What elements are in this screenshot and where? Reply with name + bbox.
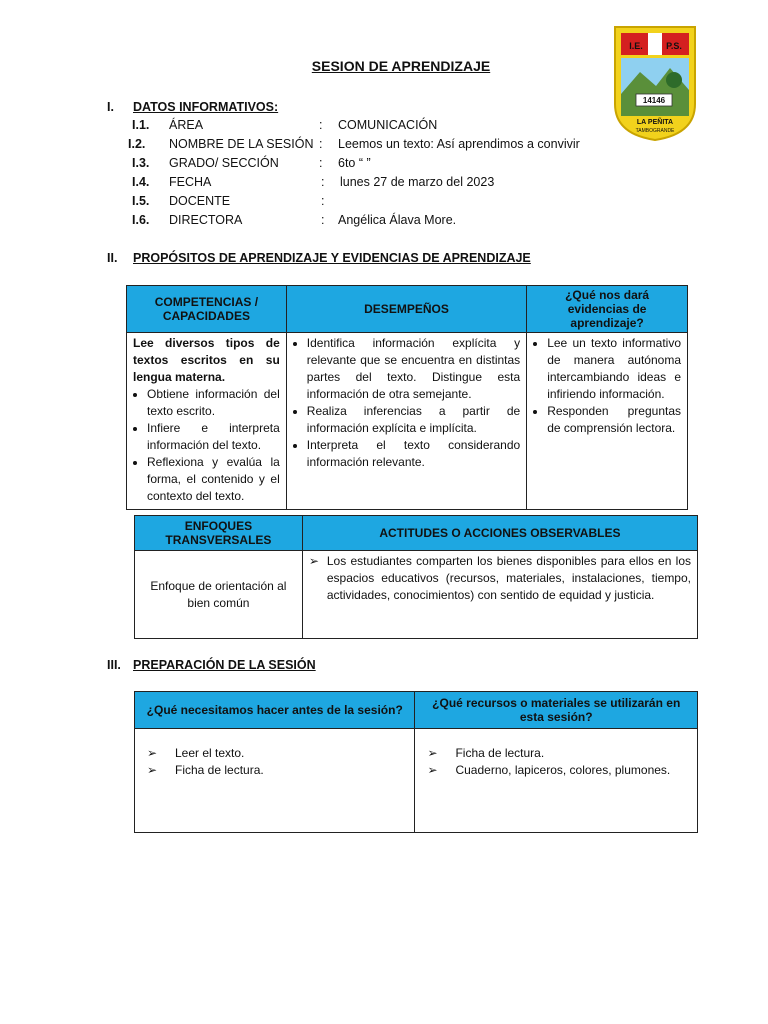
info-row-area <box>132 118 612 136</box>
info-code: I.3. <box>132 156 150 170</box>
antes-cell <box>135 729 415 833</box>
info-colon: : <box>319 118 323 132</box>
info-value: lunes 27 de marzo del 2023 <box>340 175 495 189</box>
info-value: Angélica Álava More. <box>338 213 457 227</box>
info-colon: : <box>319 156 323 170</box>
enfoque-cell: Enfoque de orientación al bien común <box>135 551 303 639</box>
desempeno-item: • Identifica información explícita y relevante que se encuentra en distintas partes del texto. Distingue esta información de otra semejante. <box>307 335 520 403</box>
info-value: COMUNICACIÓN <box>338 118 438 132</box>
info-colon: : <box>321 175 325 189</box>
info-label: DOCENTE <box>169 194 231 208</box>
actitud-cell <box>302 551 697 639</box>
info-value: Leemos un texto: Así aprendimos a convivir <box>338 137 580 151</box>
enfoques-table <box>134 515 698 639</box>
competencia-text: Lee diversos tipos de textos escritos en su lengua materna. <box>133 336 280 384</box>
recursos-cell <box>415 729 698 833</box>
capacidad-item: • Infiere e interpreta información del texto. <box>147 420 280 454</box>
evidencias-cell <box>527 333 688 510</box>
info-row-grade <box>132 156 612 174</box>
header-recursos: ¿Qué recursos o materiales se utilizarán en esta sesión? <box>415 692 698 729</box>
section-2-number: II. <box>107 251 118 265</box>
info-label: FECHA <box>169 175 212 189</box>
antes-item: ➢ Leer el texto. <box>141 745 408 762</box>
info-row-teacher <box>132 194 612 212</box>
school-logo <box>612 24 698 142</box>
desempeno-item: • Realiza inferencias a partir de información explícita e implícita. <box>307 403 520 437</box>
info-code: I.2. <box>128 137 146 151</box>
info-label: DIRECTORA <box>169 213 243 227</box>
info-colon: : <box>321 213 325 227</box>
evidencia-item: • Lee un texto informativo de manera autónoma intercambiando ideas e infiriendo información. <box>547 335 681 403</box>
evidencia-item: • Responden preguntas de comprensión lectora. <box>547 403 681 437</box>
info-code: I.4. <box>132 175 150 189</box>
capacidad-item: • Obtiene información del texto escrito. <box>147 386 280 420</box>
recurso-item: ➢ Ficha de lectura. <box>421 745 691 762</box>
info-row-date <box>132 175 612 193</box>
competencias-cell <box>127 333 287 510</box>
info-row-session-name <box>128 137 608 155</box>
info-value: 6to “ ” <box>338 156 371 170</box>
header-antes: ¿Qué necesitamos hacer antes de la sesión? <box>135 692 415 729</box>
info-row-director <box>132 213 612 231</box>
logo-ie-text: I.E. <box>629 41 643 51</box>
recurso-item: ➢ Cuaderno, lapiceros, colores, plumones. <box>421 762 691 779</box>
logo-ps-text: P.S. <box>666 41 682 51</box>
actitud-item: ➢ Los estudiantes comparten los bienes disponibles para ellos en los espacios educativos (recursos, materiales, instalaciones, tiempo, actividades, conocimientos) con sentido de equidad y justicia. <box>309 553 691 604</box>
antes-item: ➢ Ficha de lectura. <box>141 762 408 779</box>
header-enfoques: ENFOQUES TRANSVERSALES <box>135 516 303 551</box>
info-label: ÁREA <box>169 118 204 132</box>
section-3-number: III. <box>107 658 121 672</box>
logo-name-text: LA PEÑITA <box>636 119 674 126</box>
header-actitudes: ACTITUDES O ACCIONES OBSERVABLES <box>302 516 697 551</box>
section-2-title: PROPÓSITOS DE APRENDIZAJE Y EVIDENCIAS DE APRENDIZAJE <box>133 251 531 265</box>
section-1-title: DATOS INFORMATIVOS: <box>133 100 279 114</box>
info-code: I.1. <box>132 118 150 132</box>
logo-place-text: TAMBOGRANDE <box>635 128 675 134</box>
info-code: I.6. <box>132 213 150 227</box>
capacidad-item: • Reflexiona y evalúa la forma, el contenido y el contexto del texto. <box>147 454 280 505</box>
section-3-title: PREPARACIÓN DE LA SESIÓN <box>133 658 316 672</box>
preparation-table <box>134 691 698 833</box>
page-title: SESION DE APRENDIZAJE <box>311 58 491 74</box>
header-evidencias: ¿Qué nos dará evidencias de aprendizaje? <box>527 286 688 333</box>
desempeno-item: • Interpreta el texto considerando información relevante. <box>307 437 520 471</box>
school-crest-icon <box>612 24 698 142</box>
logo-number-text: 14146 <box>642 96 666 105</box>
purposes-table <box>126 285 688 510</box>
desempenos-cell <box>286 333 526 510</box>
header-competencias: COMPETENCIAS / CAPACIDADES <box>127 286 287 333</box>
section-1-number: I. <box>107 100 114 114</box>
header-desempenos: DESEMPEÑOS <box>286 286 526 333</box>
info-colon: : <box>319 137 323 151</box>
info-label: GRADO/ SECCIÓN <box>169 156 279 170</box>
info-label: NOMBRE DE LA SESIÓN <box>169 137 314 151</box>
info-colon: : <box>321 194 325 208</box>
info-code: I.5. <box>132 194 150 208</box>
